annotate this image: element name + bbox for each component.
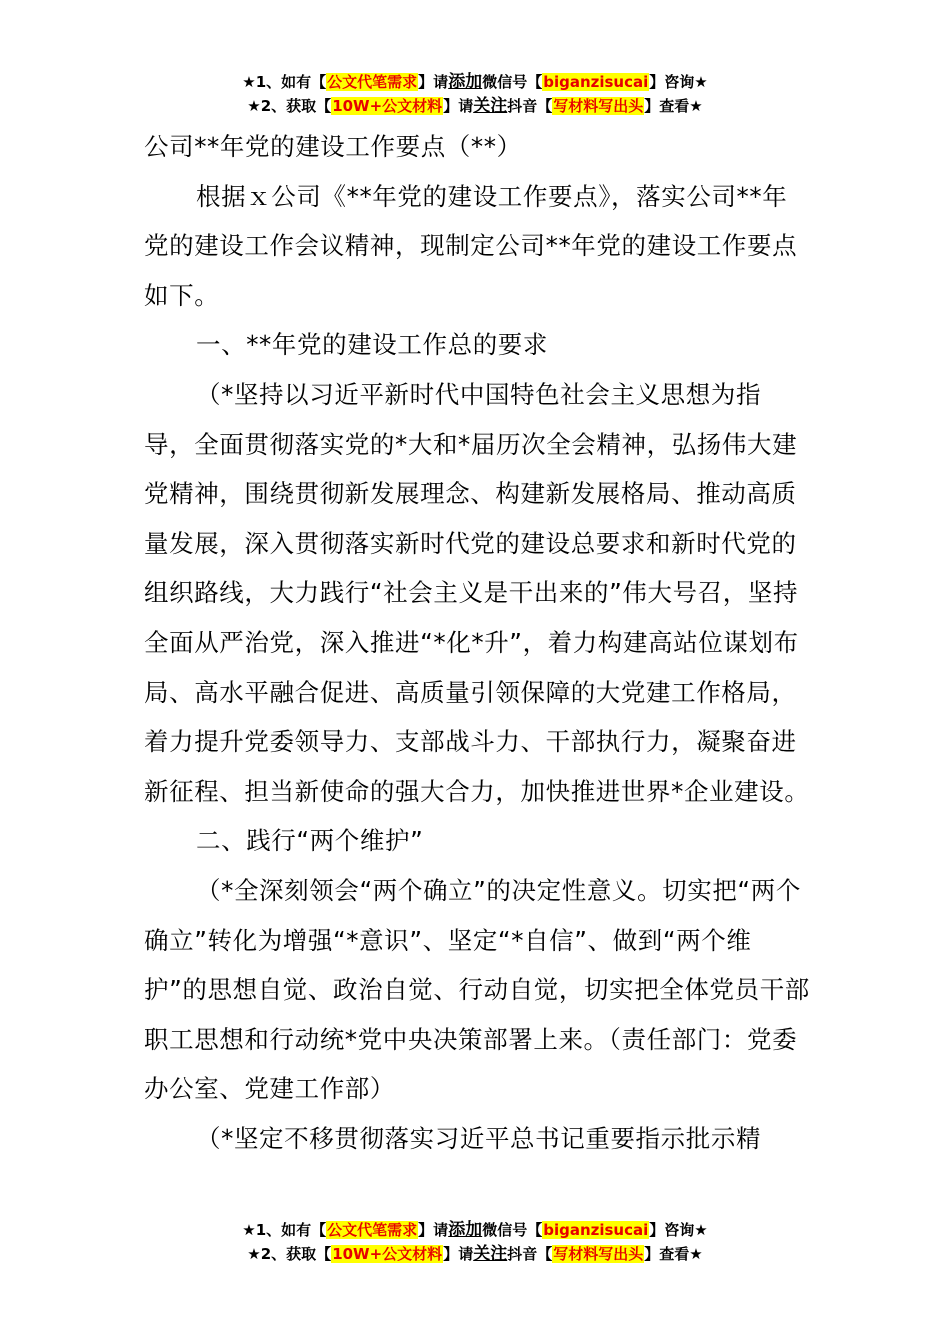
banner-highlight: 10W+公文材料 xyxy=(332,97,443,115)
banner-text: 】请 xyxy=(443,97,474,115)
banner-line-2 xyxy=(0,1242,950,1266)
banner-underline: 添加 xyxy=(448,72,483,92)
banner-text: 抖音【 xyxy=(507,97,553,115)
banner-highlight: 公文代笔需求 xyxy=(327,1221,418,1239)
banner-text: 】请 xyxy=(443,1245,474,1263)
banner-highlight: biganzisucai xyxy=(543,1221,649,1239)
banner-underline: 添加 xyxy=(448,1220,483,1240)
banner-line-1 xyxy=(0,70,950,94)
banner-line-2 xyxy=(0,94,950,118)
paragraph-two-establishments: （*全深刻领会“两个确立”的决定性意义。切实把“两个确立”转化为增强“*意识”、坚定“*自信”、做到“两个维护”的思想自觉、政治自觉、行动自觉，切实把全体党员干部职工思想和行动统*党中央决策部署上来。（责任部门：党委办公室、党建工作部） xyxy=(144,875,810,1104)
banner-highlight: 写材料写出头 xyxy=(553,1245,644,1263)
banner-text: 】查看★ xyxy=(644,97,703,115)
document-title: 公司**年党的建设工作要点（**） xyxy=(144,132,522,161)
banner-text: ★1、如有【 xyxy=(242,1221,327,1239)
banner-highlight: biganzisucai xyxy=(543,73,649,91)
banner-text: 】请 xyxy=(418,73,449,91)
document-body xyxy=(144,122,810,1163)
banner-highlight: 公文代笔需求 xyxy=(327,73,418,91)
banner-text: 】咨询★ xyxy=(649,1221,708,1239)
banner-highlight: 写材料写出头 xyxy=(553,97,644,115)
banner-text: ★2、获取【 xyxy=(247,97,332,115)
banner-text: ★1、如有【 xyxy=(242,73,327,91)
section-heading-1: 一、**年党的建设工作总的要求 xyxy=(196,330,548,360)
banner-text: ★2、获取【 xyxy=(247,1245,332,1263)
paragraph-instructions: （*坚定不移贯彻落实习近平总书记重要指示批示精 xyxy=(196,1123,762,1153)
paragraph-intro: 根据ｘ公司《**年党的建设工作要点》，落实公司**年党的建设工作会议精神，现制定公司**年党的建设工作要点如下。 xyxy=(144,181,798,310)
banner-highlight: 10W+公文材料 xyxy=(332,1245,443,1263)
banner-line-1 xyxy=(0,1218,950,1242)
bottom-banner xyxy=(0,1218,950,1266)
banner-text: 微信号【 xyxy=(482,1221,543,1239)
section-heading-2: 二、践行“两个维护” xyxy=(196,826,424,856)
banner-text: 抖音【 xyxy=(507,1245,553,1263)
banner-text: 】查看★ xyxy=(644,1245,703,1263)
banner-underline: 关注 xyxy=(473,1244,508,1264)
paragraph-requirements: （*坚持以习近平新时代中国特色社会主义思想为指导，全面贯彻落实党的*大和*届历次全会精神，弘扬伟大建党精神，围绕贯彻新发展理念、构建新发展格局、推动高质量发展，深入贯彻落实新时代党的建设总要求和新时代党的组织路线，大力践行“社会主义是干出来的”伟大号召，坚持全面从严治党，深入推进“*化*升”，着力构建高站位谋划布局、高水平融合促进、高质量引领保障的大党建工作格局，着力提升党委领导力、支部战斗力、干部执行力，凝聚奋进新征程、担当新使命的强大合力，加快推进世界*企业建设。 xyxy=(144,379,810,806)
banner-text: 】请 xyxy=(418,1221,449,1239)
banner-underline: 关注 xyxy=(473,96,508,116)
banner-text: 微信号【 xyxy=(482,73,543,91)
banner-text: 】咨询★ xyxy=(649,73,708,91)
top-banner xyxy=(0,70,950,118)
